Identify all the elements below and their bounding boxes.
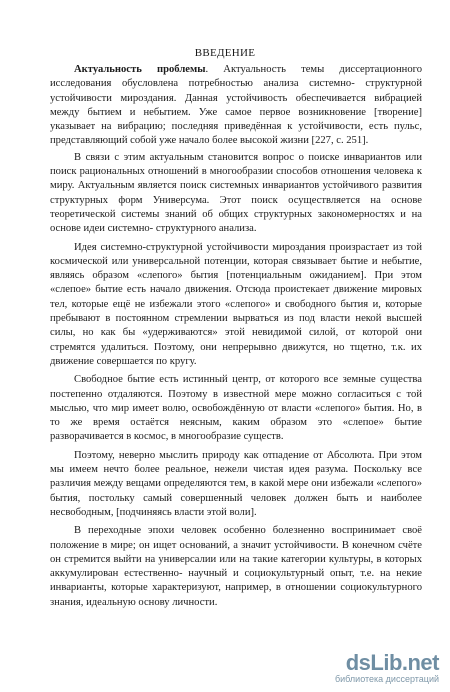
paragraph-4: Свободное бытие есть истинный центр, от которого все земные существа постепенно отдаляются. Поэтому в известной мере можно согласиться с той мыслью, что мир имеет волю, освобождённую от власти «слепого» бытия. Но, в то же время остаётся неясным, каким образом это «слепое» бытие разворачивается в космос, в многообразие существ. — [50, 374, 422, 443]
paragraph-3: Идея системно-структурной устойчивости мироздания произрастает из той космической или универсальной потенции, которая связывает бытие и небытие, являясь образом «слепого» бытия [потенциальным ожиданием]. При этом «слепое» бытие есть начало движения. Отсюда проистекает движение мировых тел, которые ещё не избежали этого «слепого» и свободного бытия и, которые пребывают в постоянном стремлении вырваться из под власти некой высшей силы, но как бы «удерживаются» этой невидимой силой, от которой они стремятся удалиться. Поэтому, они непрерывно движутся, но тщетно, т.к. их движение совершается по кругу. — [50, 241, 422, 367]
body-text — [50, 63, 422, 614]
page-heading: ВВЕДЕНИЕ — [194, 47, 256, 59]
logo-text: dsLib.net — [345, 650, 439, 675]
paragraph-5: Поэтому, неверно мыслить природу как отпадение от Абсолюта. При этом мы имеем нечто более реальное, нежели чистая идея разума. Поскольку все различия между вещами определяются тем, в какой мере они избежали «слепого» бытия, постольку самый совершенный человек должен быть и наиболее несвободным, [подчиняясь власти этой воли]. — [50, 449, 422, 518]
logo-tagline: библиотека диссертаций — [334, 674, 439, 684]
paragraph-text: . Актуальность темы диссертационного исследования обусловлена потребностью анализа системно- структурной устойчивости мироздания. Данная устойчивость обеспечивается вибрацией между бытием и небытием. Уже самое первое возникновение [творение] указывает на вибрацию; последняя приведённая к устойчивости, есть пульс, представляющий собой уже начало более высокой жизни [227, с. 251]. — [50, 64, 422, 147]
paragraph-1 — [50, 63, 422, 149]
paragraph-lead: Актуальность проблемы — [74, 64, 206, 75]
paragraph-6: В переходные эпохи человек особенно болезненно воспринимает своё положение в мире; он ищет оснований, а значит устойчивости. В конечном счёте он стремится выйти на универсалии или на такие категории культуры, в которых аккумулирован естественно- научный и социокультурный опыт, т.е. на некие инварианты, которые характеризуют, например, в отношении социокультурного знания, идеальную основу личности. — [50, 525, 422, 608]
watermark-logo — [325, 650, 445, 688]
paragraph-2: В связи с этим актуальным становится вопрос о поиске инвариантов или поиск рациональных отношений в многообразии способов отношения человека к миру. Актуальным является поиск системных инвариантов устойчивого развития структурных форм Универсума. Этот поиск осуществляется на основе теоретической системы знаний об общих структурных закономерностях и на основе идеи системно- структурного анализа. — [50, 151, 422, 235]
